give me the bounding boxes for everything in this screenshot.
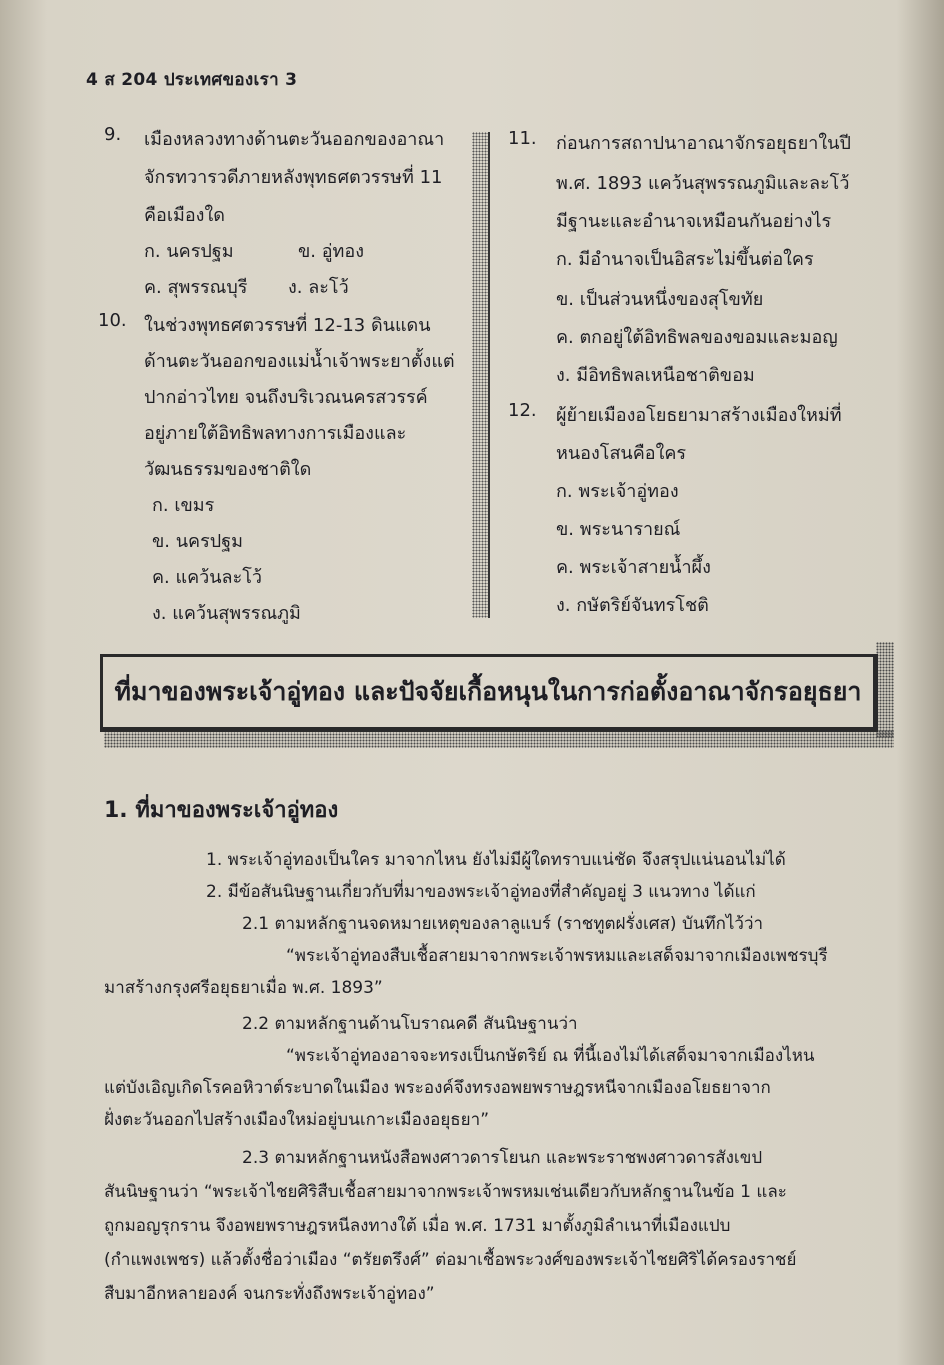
question-text: อยู่ภายใต้อิทธิพลทางการเมืองและ (144, 423, 407, 444)
question-text: เมืองหลวงทางด้านตะวันออกของอาณา (144, 129, 445, 150)
choice: ก. เขมร (152, 495, 215, 516)
choice: ค. ตกอยู่ใต้อิทธิพลของขอมและมอญ (556, 327, 838, 348)
question-number: 12. (508, 400, 537, 421)
paragraph: สืบมาอีกหลายองค์ จนกระทั่งถึงพระเจ้าอู่ทอง” (104, 1284, 435, 1304)
decorative-dots (104, 730, 894, 748)
choice: ข. นครปฐม (152, 531, 243, 552)
page-header: 4 ส 204 ประเทศของเรา 3 (86, 70, 298, 90)
question-text: ผู้ย้ายเมืองอโยธยามาสร้างเมืองใหม่ที่ (556, 405, 842, 426)
paragraph: 2.2 ตามหลักฐานด้านโบราณคดี สันนิษฐานว่า (242, 1014, 578, 1034)
paragraph: ฝั่งตะวันออกไปสร้างเมืองใหม่อยู่บนเกาะเมืองอยุธยา” (104, 1110, 489, 1130)
question-text: ด้านตะวันออกของแม่น้ำเจ้าพระยาตั้งแต่ (144, 351, 455, 372)
question-text: วัฒนธรรมของชาติใด (144, 459, 312, 480)
paragraph: 2.1 ตามหลักฐานจดหมายเหตุของลาลูแบร์ (ราชทูตฝรั่งเศส) บันทึกไว้ว่า (242, 914, 764, 934)
choice: ง. กษัตริย์จันทรโชติ (556, 595, 709, 616)
choice: ง. มีอิทธิพลเหนือชาติขอม (556, 365, 755, 386)
question-number: 10. (98, 310, 127, 331)
question-text: ก่อนการสถาปนาอาณาจักรอยุธยาในปี (556, 133, 851, 154)
question-text: คือเมืองใด (144, 205, 225, 226)
paragraph: (กำแพงเพชร) แล้วตั้งชื่อว่าเมือง “ตรัยตรึงศ์” ต่อมาเชื้อพระวงศ์ของพระเจ้าไชยศิริได้ครองราชย์ (104, 1250, 797, 1270)
paragraph: 2. มีข้อสันนิษฐานเกี่ยวกับที่มาของพระเจ้าอู่ทองที่สำคัญอยู่ 3 แนวทาง ได้แก่ (206, 882, 756, 902)
choice: ก. พระเจ้าอู่ทอง (556, 481, 679, 502)
question-text: ในช่วงพุทธศตวรรษที่ 12-13 ดินแดน (144, 315, 431, 336)
question-number: 11. (508, 128, 537, 149)
question-text: มีฐานะและอำนาจเหมือนกันอย่างไร (556, 211, 832, 232)
decorative-dots (876, 642, 894, 738)
paragraph: แต่บังเอิญเกิดโรคอหิวาต์ระบาดในเมือง พระองค์จึงทรงอพยพราษฎรหนีจากเมืองอโยธยาจาก (104, 1078, 771, 1098)
choice: ก. นครปฐม (144, 241, 234, 262)
choice: ง. แคว้นสุพรรณภูมิ (152, 603, 301, 624)
choice: ข. พระนารายณ์ (556, 519, 681, 540)
question-number: 9. (104, 124, 122, 145)
choice: ข. เป็นส่วนหนึ่งของสุโขทัย (556, 289, 764, 310)
paragraph: มาสร้างกรุงศรีอยุธยาเมื่อ พ.ศ. 1893” (104, 978, 383, 998)
paragraph: 2.3 ตามหลักฐานหนังสือพงศาวดารโยนก และพระราชพงศาวดารสังเขป (242, 1148, 763, 1168)
column-divider (472, 132, 490, 618)
choice: ก. มีอำนาจเป็นอิสระไม่ขึ้นต่อใคร (556, 249, 814, 270)
paragraph: ถูกมอญรุกราน จึงอพยพราษฎรหนีลงทางใต้ เมื่อ พ.ศ. 1731 มาตั้งภูมิลำเนาที่เมืองแปบ (104, 1216, 731, 1236)
question-text: จักรทวารวดีภายหลังพุทธศตวรรษที่ 11 (144, 167, 443, 188)
subheading: 1. ที่มาของพระเจ้าอู่ทอง (104, 798, 339, 823)
choice: ค. สุพรรณบุรี (144, 277, 248, 298)
choice: ค. พระเจ้าสายน้ำผึ้ง (556, 557, 711, 578)
paragraph: “พระเจ้าอู่ทองอาจจะทรงเป็นกษัตริย์ ณ ที่นี้เองไม่ได้เสด็จมาจากเมืองไหน (286, 1046, 815, 1066)
paragraph: “พระเจ้าอู่ทองสืบเชื้อสายมาจากพระเจ้าพรหมและเสด็จมาจากเมืองเพชรบุรี (286, 946, 828, 966)
question-text: หนองโสนคือใคร (556, 443, 687, 464)
choice: ข. อู่ทอง (298, 241, 365, 262)
question-text: พ.ศ. 1893 แคว้นสุพรรณภูมิและละโว้ (556, 173, 850, 194)
paragraph: สันนิษฐานว่า “พระเจ้าไชยศิริสืบเชื้อสายมาจากพระเจ้าพรหมเช่นเดียวกับหลักฐานในข้อ 1 และ (104, 1182, 787, 1202)
question-text: ปากอ่าวไทย จนถึงบริเวณนครสวรรค์ (144, 387, 428, 408)
choice: ค. แคว้นละโว้ (152, 567, 263, 588)
section-title-box (100, 654, 878, 732)
choice: ง. ละโว้ (288, 277, 349, 298)
section-title: ที่มาของพระเจ้าอู่ทอง และปัจจัยเกื้อหนุนในการก่อตั้งอาณาจักรอยุธยา (114, 677, 862, 706)
paragraph: 1. พระเจ้าอู่ทองเป็นใคร มาจากไหน ยังไม่มีผู้ใดทราบแน่ชัด จึงสรุปแน่นอนไม่ได้ (206, 850, 786, 870)
